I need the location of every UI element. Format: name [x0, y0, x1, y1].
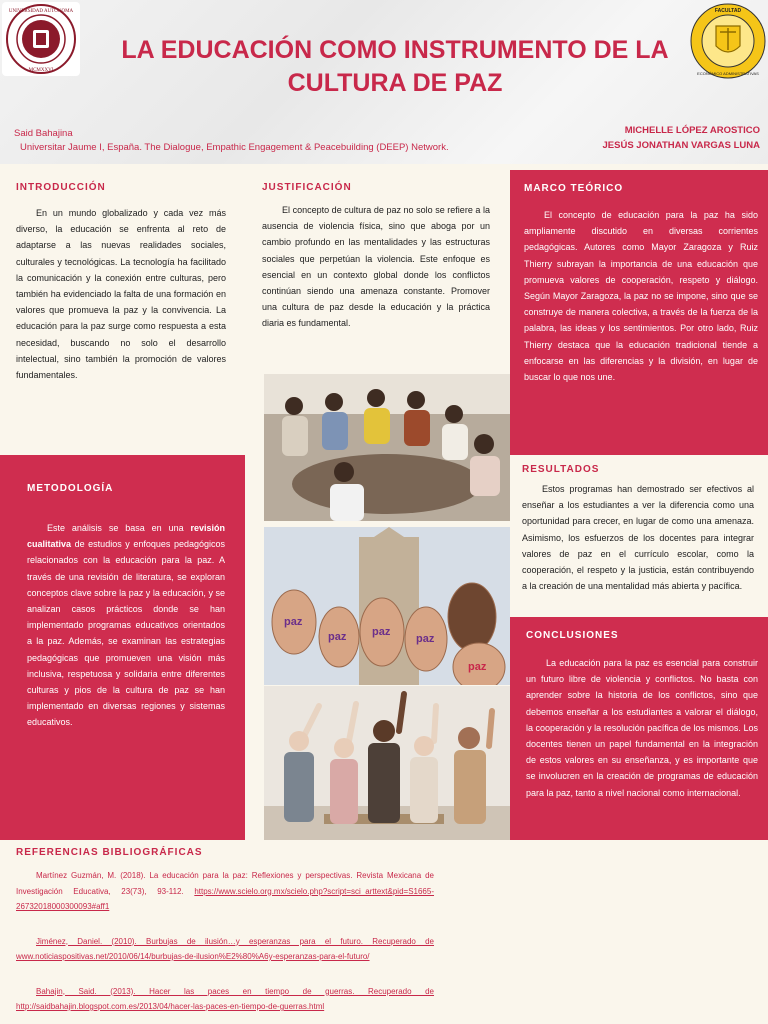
results-title: RESULTADOS [522, 464, 600, 475]
methodology-title: METODOLOGÍA [27, 483, 114, 494]
author-right-block [560, 123, 760, 153]
svg-text:paz: paz [468, 661, 487, 673]
reference-3-text: Bahajin, Said. (2013). Hacer las paces en tiempo de guerras. Recuperado de [36, 986, 434, 996]
conclusions-section [510, 617, 768, 840]
references-title: REFERENCIAS BIBLIOGRÁFICAS [16, 847, 203, 858]
introduction-section [16, 182, 226, 383]
conclusions-title: CONCLUSIONES [526, 630, 619, 641]
theoretical-framework-title: MARCO TEÓRICO [524, 183, 624, 194]
author-left-block [14, 127, 449, 155]
faculty-shield-logo [690, 2, 766, 80]
university-seal-logo [2, 2, 80, 76]
references-section [16, 847, 434, 1024]
svg-text:paz: paz [284, 616, 303, 628]
celebrating-team-photo [264, 686, 510, 840]
poster-title: LA EDUCACIÓN COMO INSTRUMENTO DE LA CULTURA DE PAZ [121, 36, 669, 97]
justification-title: JUSTIFICACIÓN [262, 182, 352, 193]
reference-3-link[interactable]: http://saidbahajin.blogspot.com.es/2013/04/hacer-las-paces-en-tiempo-de-guerras.html [16, 1002, 325, 1011]
theoretical-framework-section [510, 170, 768, 455]
reference-1-text: Martínez Guzmán, M. (2018). La educación para la paz: Reflexiones y perspectivas. Revista Mexicana de Investigación Educativa, 23(73), 93-112. [16, 871, 434, 896]
group-dialogue-circle-photo [264, 374, 510, 521]
theoretical-framework-text: El concepto de educación para la paz ha sido ampliamente discutido en diversas corrientes pedagógicas. Autores como Mayor Zaragoza y Ruiz Thierry subrayan la importancia de una educación que promueva valores de cooperación, respeto y diálogo. Según Mayor Zaragoza, la paz no se impone, sino que se construye de manera colectiva, a través de la fuerza de la palabra, las ideas y los sentimientos. Por otro lado, Ruiz Thierry destaca que la educación tradicional tiende a enfocarse en las diferencias y la división, en lugar de buscar lo que nos une. [524, 210, 758, 383]
methodology-text-b: de estudios y enfoques pedagógicos relacionados con la educación para la paz. A través de una revisión de literatura, se exploran conceptos clave sobre la paz y la educación, y se analizan casos prácticos donde se han implementado programas educativos orientados a la paz. Además, se examinan las estrategias pedagógicas que promueven una visión más inclusiva, respetuosa y solidaria entre diferentes culturas y pios de la cultura de paz se han implementado en diversas regiones y sistemas educativos. [27, 539, 225, 728]
introduction-text: En un mundo globalizado y cada vez más diverso, la educación se enfrenta al reto de adaptarse a las nuevas realidades sociales, culturales y tecnológicas. La tecnología ha facilitado la comunicación y la conexión entre culturas, pero también ha evidenciado la falta de una formación en valores que promueva la paz y la convivencia. La educación para la paz surge como respuesta a esta necesidad, buscando no solo el desarrollo intelectual, sino también la promoción de valores fundamentales. [16, 208, 226, 381]
svg-text:FACULTAD: FACULTAD [714, 8, 742, 14]
author-left-affiliation: Universitar Jaume I, España. The Dialogue, Empathic Engagement & Peacebuilding (DEEP) Network. [20, 142, 449, 153]
methodology-text-a: Este análisis se basa en una [47, 523, 191, 533]
hands-with-paz-written-photo [264, 527, 510, 685]
svg-text:paz: paz [372, 626, 391, 638]
svg-text:MCMXXVI: MCMXXVI [28, 68, 54, 73]
reference-1-link[interactable]: https://www.scielo.org.mx/scielo.php?script=sci_arttext&pid=S1665-26732018000300093#aff1 [16, 886, 434, 911]
reference-item [16, 868, 434, 915]
reference-2-text: Jiménez, Daniel. (2010). Burbujas de ilusión…y esperanzas para el futuro. Recuperado de [36, 936, 434, 946]
reference-item [16, 934, 434, 965]
results-text: Estos programas han demostrado ser efectivos al enseñar a los estudiantes a ver la diferencia como una oportunidad para crecer, en lugar de como una amenaza. Asimismo, los esfuerzos de los docentes para integrar valores de paz en el currículo escolar, como la cooperación, el respeto y la justicia, están contribuyendo a la creación de una mentalidad más abierta y pacífica. [522, 484, 754, 592]
methodology-section [0, 455, 245, 840]
svg-text:ECONÓMICO ADMINISTRATIVAS: ECONÓMICO ADMINISTRATIVAS [697, 71, 759, 76]
author-right-1: MICHELLE LÓPEZ AROSTICO [624, 125, 760, 136]
reference-2-link[interactable]: www.noticiaspositivas.net/2010/06/14/burbujas-de-ilusion%E2%80%A6y-esperanzas-para-el-futuro/ [16, 952, 370, 961]
reference-item [16, 984, 434, 1015]
methodology-text [27, 520, 225, 731]
justification-text: El concepto de cultura de paz no solo se refiere a la ausencia de violencia física, sino que aboga por un cambio profundo en las mentalidades y las estructuras sociales que perpetúan la violencia. Este enfoque es esencial en un contexto global donde los conflictos continúan siendo una amenaza constante. Promover una cultura de paz desde la educación y la práctica diaria es fundamental. [262, 205, 490, 329]
introduction-title: INTRODUCCIÓN [16, 182, 106, 193]
results-section [522, 464, 754, 594]
conclusions-text: La educación para la paz es esencial para construir un futuro libre de violencia y conflictos. No basta con aprender sobre la historia de los conflictos, sino que debemos enseñar a los estudiantes a valorar el diálogo, la cooperación y la resolución pacífica de los mismos. Los docentes tienen un papel fundamental en la integración de estos valores en su enseñanza, y es importante que se involucren en la creación de programas de educación para la paz, tanto a nivel nacional como internacional. [526, 658, 758, 798]
author-left-name: Said Bahajina [14, 128, 73, 139]
author-right-2: JESÚS JONATHAN VARGAS LUNA [602, 140, 760, 151]
svg-text:paz: paz [328, 631, 347, 643]
svg-text:paz: paz [416, 633, 435, 645]
justification-section [262, 182, 490, 332]
methodology-text-bold: revisión cualitativa [27, 523, 225, 550]
svg-text:UNIVERSIDAD AUTÓNOMA: UNIVERSIDAD AUTÓNOMA [8, 9, 74, 14]
